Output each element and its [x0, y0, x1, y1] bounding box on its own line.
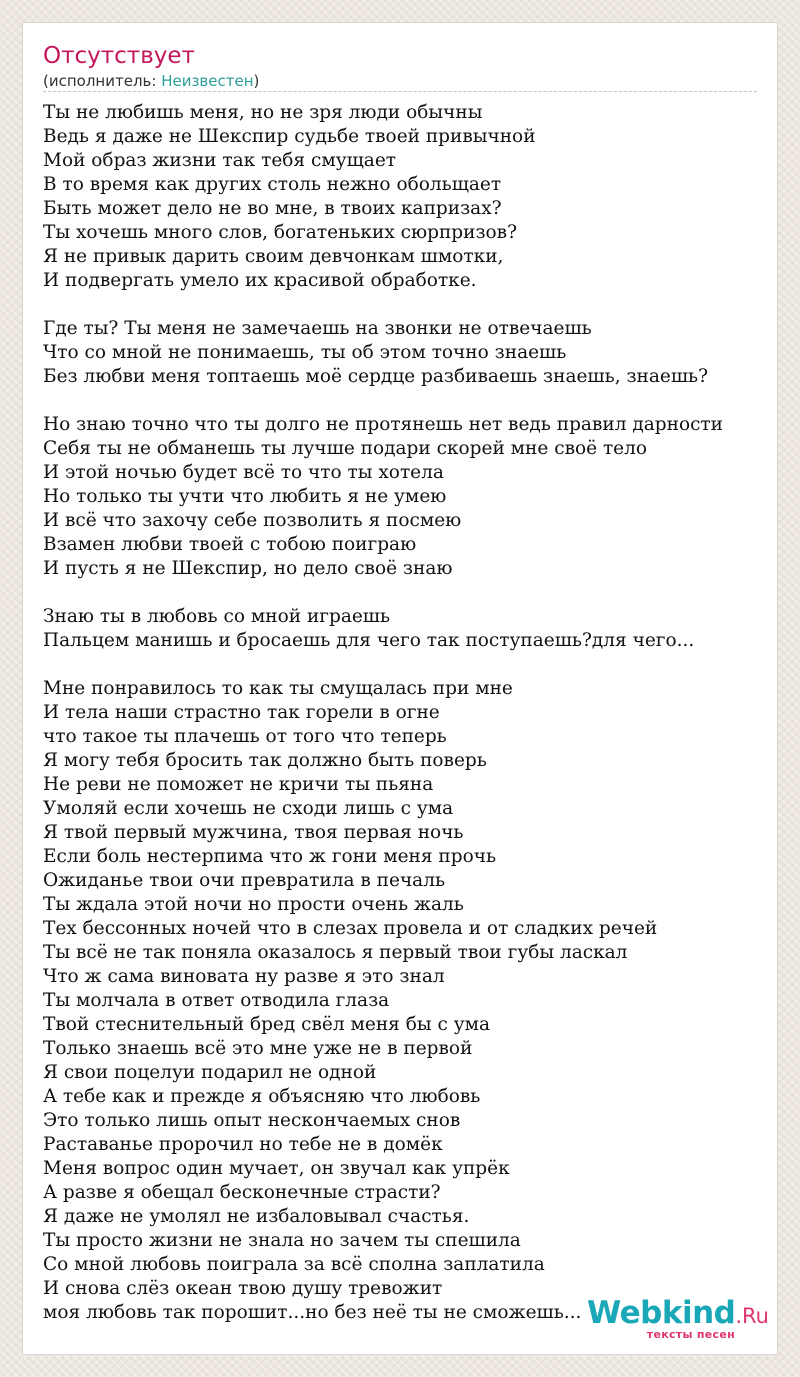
lyric-line: Ведь я даже не Шекспир судьбе твоей привычной	[43, 126, 536, 147]
lyric-line: Ты молчала в ответ отводила глаза	[43, 990, 390, 1011]
lyrics-text	[43, 101, 778, 1349]
verse	[43, 605, 778, 653]
lyric-line: Только знаешь всё это мне уже не в первой	[43, 1038, 473, 1059]
lyric-line: Что ж сама виновата ну разве я это знал	[43, 966, 445, 987]
lyric-line: Ты ждала этой ночи но прости очень жаль	[43, 894, 464, 915]
lyric-line: Я могу тебя бросить так должно быть поверь	[43, 750, 487, 771]
title-divider	[43, 91, 757, 92]
lyric-line: Без любви меня топтаешь моё сердце разбиваешь знаешь, знаешь?	[43, 366, 709, 387]
lyric-line: И тела наши страстно так горели в огне	[43, 702, 440, 723]
lyric-line: Ты хочешь много слов, богатеньких сюрпризов?	[43, 222, 518, 243]
lyric-line: Умоляй если хочешь не сходи лишь с ума	[43, 798, 454, 819]
lyric-line: Что со мной не понимаешь, ты об этом точно знаешь	[43, 342, 567, 363]
artist-prefix: (исполнитель:	[43, 72, 162, 90]
logo-tagline: тексты песен	[646, 1328, 735, 1341]
lyric-line: И пусть я не Шекспир, но дело своё знаю	[43, 558, 453, 579]
song-title: Отсутствует	[43, 43, 195, 69]
lyric-line: Я твой первый мужчина, твоя первая ночь	[43, 822, 464, 843]
verse	[43, 101, 778, 293]
verse	[43, 317, 778, 389]
site-logo[interactable]	[569, 1296, 769, 1346]
lyric-line: Я не привык дарить своим девчонкам шмотки,	[43, 246, 504, 267]
lyric-line: И всё что захочу себе позволить я посмею	[43, 510, 462, 531]
lyric-line: Взамен любви твоей с тобою поиграю	[43, 534, 417, 555]
lyric-line: И подвергать умело их красивой обработке.	[43, 270, 477, 291]
lyric-line: Мне понравилось то как ты смущалась при мне	[43, 678, 513, 699]
lyrics-card	[22, 22, 778, 1355]
lyric-line: Я даже не умолял не избаловывал счастья.	[43, 1206, 470, 1227]
lyric-line: Мой образ жизни так тебя смущает	[43, 150, 397, 171]
verse	[43, 677, 778, 1325]
lyric-line: Раставанье пророчил но тебе не в домёк	[43, 1134, 443, 1155]
lyric-line: Ты просто жизни не знала но зачем ты спешила	[43, 1230, 521, 1251]
lyric-line: что такое ты плачешь от того что теперь	[43, 726, 447, 747]
lyric-line: Но знаю точно что ты долго не протянешь нет ведь правил дарности	[43, 414, 724, 435]
lyric-line: А разве я обещал бесконечные страсти?	[43, 1182, 441, 1203]
lyric-line: И снова слёз океан твою душу тревожит	[43, 1278, 443, 1299]
lyric-line: моя любовь так порошит...но без неё ты не сможешь...	[43, 1302, 582, 1323]
lyric-line: Себя ты не обманешь ты лучше подари скорей мне своё тело	[43, 438, 648, 459]
lyric-line: Ожиданье твои очи превратила в печаль	[43, 870, 446, 891]
lyric-line: Ты не любишь меня, но не зря люди обычны	[43, 102, 483, 123]
lyric-line: А тебе как и прежде я объясняю что любовь	[43, 1086, 481, 1107]
logo-brand: Webkind	[587, 1295, 736, 1331]
lyric-line: Ты всё не так поняла оказалось я первый твои губы ласкал	[43, 942, 628, 963]
lyric-line: Где ты? Ты меня не замечаешь на звонки не отвечаешь	[43, 318, 592, 339]
lyric-line: Меня вопрос один мучает, он звучал как упрёк	[43, 1158, 510, 1179]
lyric-line: Пальцем манишь и бросаешь для чего так поступаешь?для чего...	[43, 630, 695, 651]
lyric-line: И этой ночью будет всё то что ты хотела	[43, 462, 444, 483]
lyric-line: Знаю ты в любовь со мной играешь	[43, 606, 391, 627]
lyric-line: Я свои поцелуи подарил не одной	[43, 1062, 377, 1083]
lyric-line: Если боль нестерпима что ж гони меня прочь	[43, 846, 497, 867]
lyric-line: Не реви не поможет не кричи ты пьяна	[43, 774, 434, 795]
lyric-line: Тех бессонных ночей что в слезах провела и от сладких речей	[43, 918, 658, 939]
lyric-line: Твой стеснительный бред свёл меня бы с ума	[43, 1014, 491, 1035]
logo-tld: .Ru	[735, 1304, 769, 1328]
verse	[43, 413, 778, 581]
artist-link[interactable]: Неизвестен	[161, 72, 254, 90]
lyric-line: В то время как других столь нежно обольщает	[43, 174, 502, 195]
lyric-line: Со мной любовь поиграла за всё сполна заплатила	[43, 1254, 545, 1275]
artist-suffix: )	[253, 72, 260, 90]
lyric-line: Это только лишь опыт нескончаемых снов	[43, 1110, 461, 1131]
artist-line	[43, 71, 259, 91]
lyric-line: Но только ты учти что любить я не умею	[43, 486, 447, 507]
lyric-line: Быть может дело не во мне, в твоих капризах?	[43, 198, 502, 219]
